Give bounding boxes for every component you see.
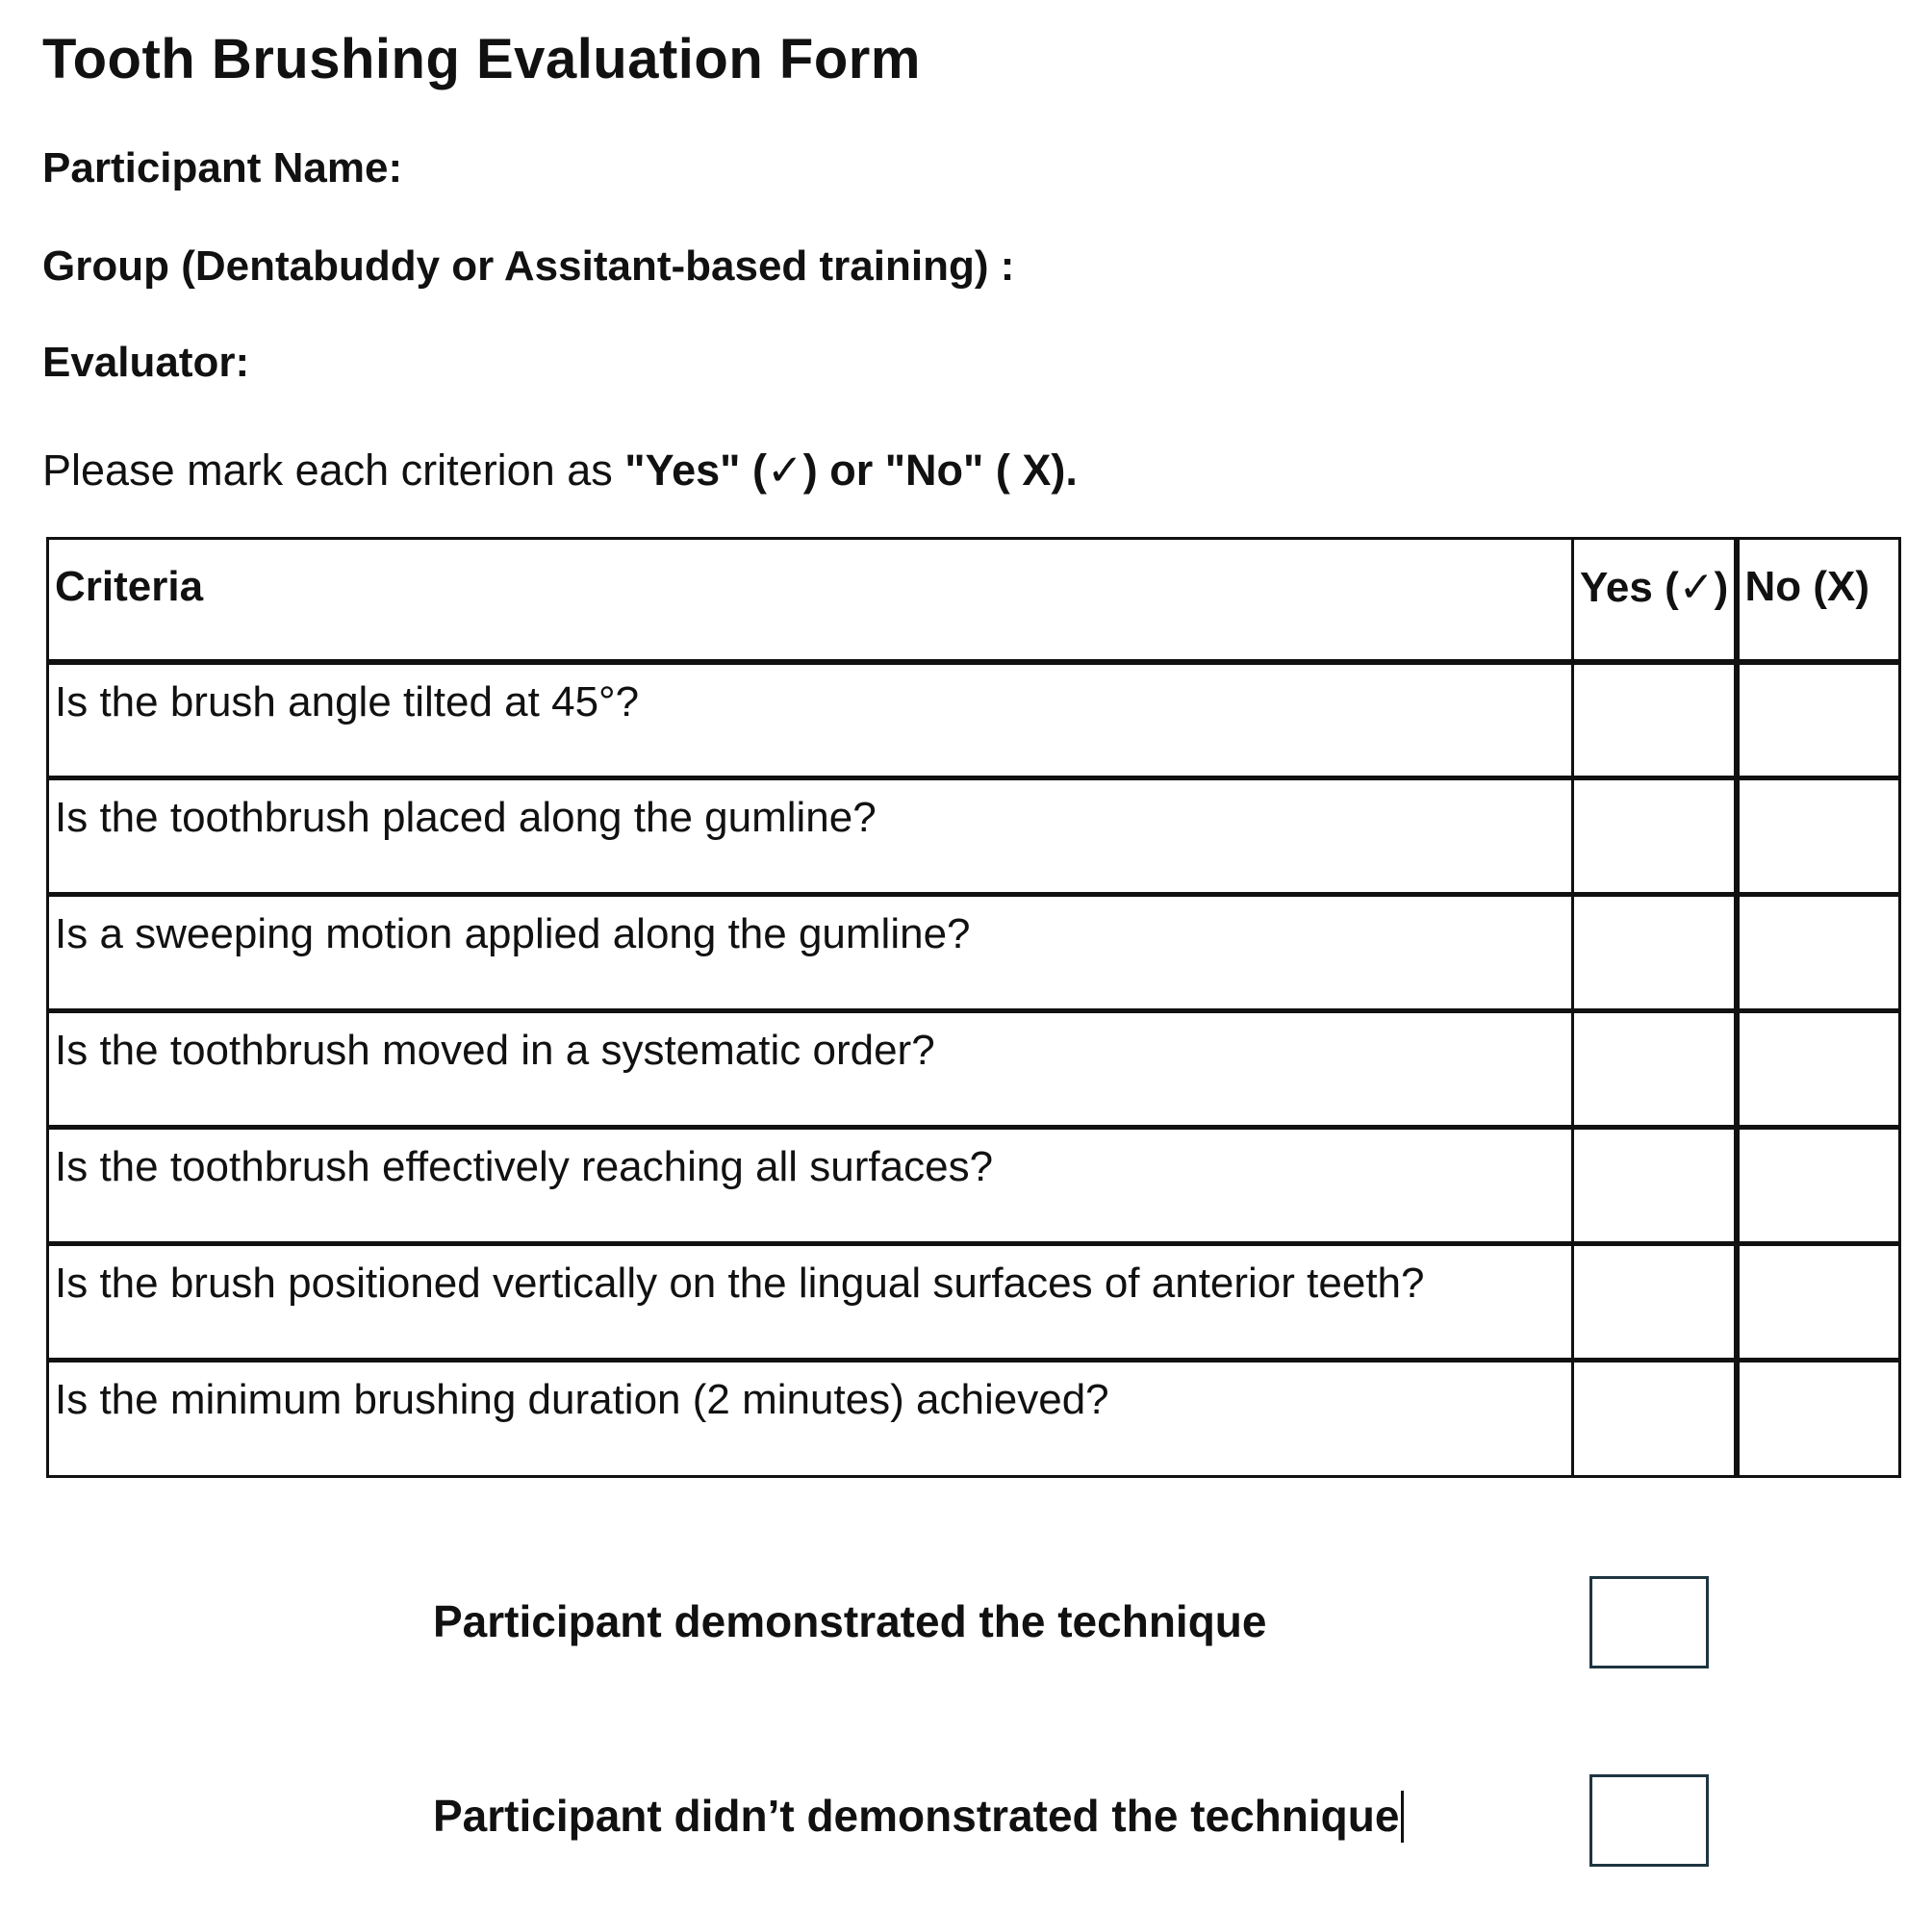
no-cell[interactable]: [1737, 895, 1900, 1011]
criteria-header: Criteria: [48, 539, 1573, 662]
criterion-text: Is the brush positioned vertically on the lingual surfaces of anterior teeth?: [48, 1244, 1573, 1361]
yes-cell[interactable]: [1573, 1011, 1737, 1128]
no-cell[interactable]: [1737, 1244, 1900, 1361]
table-row: [48, 895, 1900, 1011]
group-label: Group (Dentabuddy or Assitant-based training) :: [42, 242, 1015, 290]
criterion-text: Is the toothbrush moved in a systematic order?: [48, 1011, 1573, 1128]
participant-name-label: Participant Name:: [42, 144, 403, 191]
no-cell[interactable]: [1737, 662, 1900, 778]
table-row: [48, 1361, 1900, 1477]
yes-cell[interactable]: [1573, 1361, 1737, 1477]
not-demonstrated-label: Participant didn’t demonstrated the technique: [433, 1791, 1400, 1841]
criterion-text: Is the minimum brushing duration (2 minutes) achieved?: [48, 1361, 1573, 1477]
table-row: [48, 1128, 1900, 1244]
table-row: [48, 662, 1900, 778]
yes-cell[interactable]: [1573, 895, 1737, 1011]
table-row: [48, 1244, 1900, 1361]
yes-cell[interactable]: [1573, 1244, 1737, 1361]
table-row: [48, 1011, 1900, 1128]
yes-cell[interactable]: [1573, 662, 1737, 778]
instruction-emphasis: "Yes" (✓) or "No" ( X).: [624, 446, 1078, 495]
not-demonstrated-checkbox[interactable]: [1589, 1774, 1709, 1867]
no-cell[interactable]: [1737, 1011, 1900, 1128]
evaluator-label: Evaluator:: [42, 339, 250, 386]
form-title: Tooth Brushing Evaluation Form: [42, 28, 921, 90]
criterion-text: Is the toothbrush placed along the gumline?: [48, 778, 1573, 895]
criterion-text: Is the toothbrush effectively reaching all surfaces?: [48, 1128, 1573, 1244]
yes-cell[interactable]: [1573, 778, 1737, 895]
demonstrated-checkbox[interactable]: [1589, 1576, 1709, 1668]
criterion-text: Is a sweeping motion applied along the gumline?: [48, 895, 1573, 1011]
table-header-row: [48, 539, 1900, 662]
no-cell[interactable]: [1737, 1361, 1900, 1477]
criteria-table: [46, 537, 1901, 1478]
table-row: [48, 778, 1900, 895]
text-cursor: [1401, 1791, 1404, 1843]
instruction-text: [42, 445, 1078, 496]
no-header: No (X): [1737, 539, 1900, 662]
yes-header: Yes (✓): [1573, 539, 1737, 662]
yes-cell[interactable]: [1573, 1128, 1737, 1244]
no-cell[interactable]: [1737, 1128, 1900, 1244]
demonstrated-label: Participant demonstrated the technique: [433, 1596, 1267, 1646]
criterion-text: Is the brush angle tilted at 45°?: [48, 662, 1573, 778]
instruction-prefix: Please mark each criterion as: [42, 446, 625, 495]
no-cell[interactable]: [1737, 778, 1900, 895]
not-demonstrated-row: [433, 1790, 1404, 1843]
